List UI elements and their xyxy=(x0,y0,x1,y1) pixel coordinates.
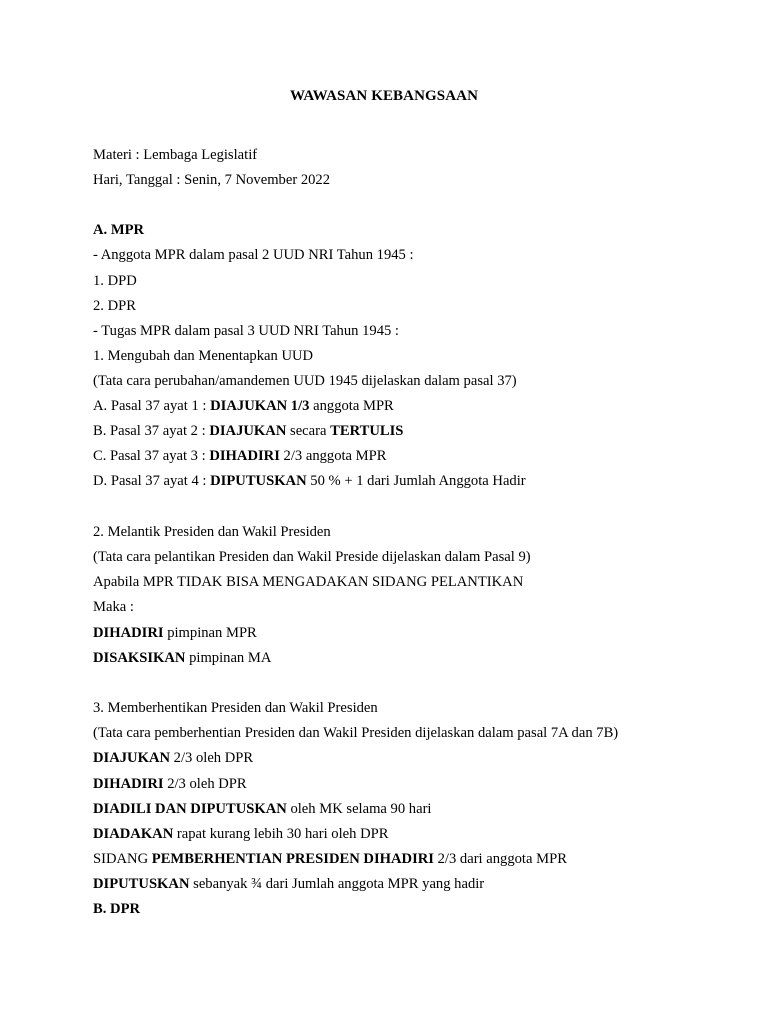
tugas2-maka: Maka : xyxy=(93,599,134,615)
tugas3-item: DIAJUKAN 2/3 oleh DPR xyxy=(93,750,254,766)
tugas2-item: DISAKSIKAN pimpinan MA xyxy=(93,650,272,666)
tugas1-title: 1. Mengubah dan Menentapkan UUD xyxy=(93,348,314,364)
tugas3-item: DIADILI DAN DIPUTUSKAN oleh MK selama 90 hari xyxy=(93,801,432,817)
anggota-item: 2. DPR xyxy=(93,298,136,314)
pasal37-ayat2: B. Pasal 37 ayat 2 : DIAJUKAN secara TERTULIS xyxy=(93,423,404,439)
section-heading-dpr: B. DPR xyxy=(93,901,141,917)
pasal37-ayat3: C. Pasal 37 ayat 3 : DIHADIRI 2/3 anggota MPR xyxy=(93,448,387,464)
tugas3-item: DIADAKAN rapat kurang lebih 30 hari oleh DPR xyxy=(93,826,389,842)
meta-tanggal: Hari, Tanggal : Senin, 7 November 2022 xyxy=(93,172,331,188)
tugas-intro: - Tugas MPR dalam pasal 3 UUD NRI Tahun 1945 : xyxy=(93,323,399,339)
tugas3-item: SIDANG PEMBERHENTIAN PRESIDEN DIHADIRI 2/3 dari anggota MPR xyxy=(93,851,567,867)
tugas2-note: (Tata cara pelantikan Presiden dan Wakil Preside dijelaskan dalam Pasal 9) xyxy=(93,549,531,565)
tugas3-item: DIPUTUSKAN sebanyak ¾ dari Jumlah anggota MPR yang hadir xyxy=(93,876,485,892)
anggota-item: 1. DPD xyxy=(93,273,137,289)
document-title: WAWASAN KEBANGSAAN xyxy=(289,88,479,104)
section-heading-mpr: A. MPR xyxy=(93,222,145,238)
pasal37-ayat1: A. Pasal 37 ayat 1 : DIAJUKAN 1/3 anggota MPR xyxy=(93,398,394,414)
tugas2-item: DIHADIRI pimpinan MPR xyxy=(93,625,257,641)
tugas3-title: 3. Memberhentikan Presiden dan Wakil Presiden xyxy=(93,700,378,716)
tugas2-title: 2. Melantik Presiden dan Wakil Presiden xyxy=(93,524,331,540)
meta-materi: Materi : Lembaga Legislatif xyxy=(93,147,258,163)
tugas3-item: DIHADIRI 2/3 oleh DPR xyxy=(93,776,247,792)
tugas1-note: (Tata cara perubahan/amandemen UUD 1945 dijelaskan dalam pasal 37) xyxy=(93,373,517,389)
tugas2-condition: Apabila MPR TIDAK BISA MENGADAKAN SIDANG PELANTIKAN xyxy=(93,574,524,590)
pasal37-ayat4: D. Pasal 37 ayat 4 : DIPUTUSKAN 50 % + 1 dari Jumlah Anggota Hadir xyxy=(93,473,526,489)
anggota-intro: - Anggota MPR dalam pasal 2 UUD NRI Tahun 1945 : xyxy=(93,247,414,263)
tugas3-note: (Tata cara pemberhentian Presiden dan Wakil Presiden dijelaskan dalam pasal 7A dan 7B) xyxy=(93,725,619,741)
